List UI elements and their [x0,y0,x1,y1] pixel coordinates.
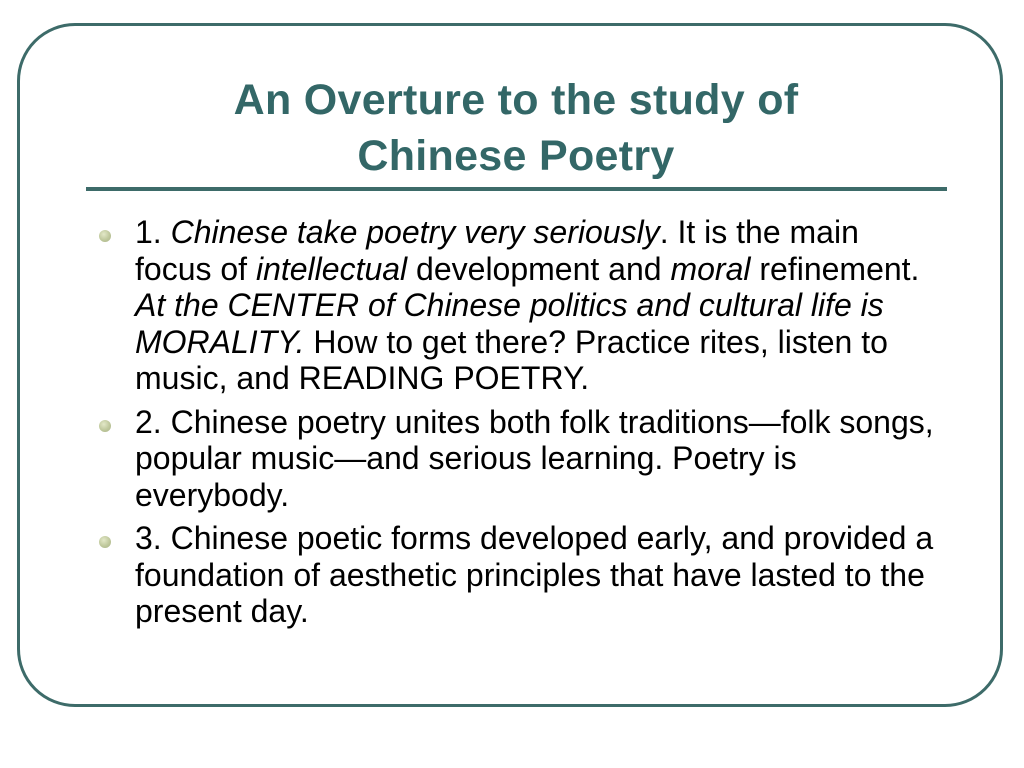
bullet-1-emphasis-moral: moral [670,250,751,287]
title-divider [86,187,947,191]
bullet-dot-icon [99,420,111,432]
bullet-1-text-d: How to get there? Practice rites, listen to music, and READING POETRY. [135,323,888,396]
title-line-1: An Overture to the study of [233,76,799,124]
bullet-1-text-b: development and [407,250,671,287]
title-line-2: Chinese Poetry [357,132,675,180]
bullet-1-emphasis-serious: Chinese take poetry very seriously [170,214,660,250]
bullet-item-3 [95,520,940,630]
bullet-1-emphasis-intellectual: intellectual [255,250,408,287]
bullet-1-text-c: refinement. [750,250,920,287]
slide-title [90,72,942,184]
bullet-list [95,214,940,637]
bullet-item-1 [95,214,940,397]
bullet-1-emphasis-morality: At the CENTER of Chinese politics and cultural life is MORALITY. [135,287,884,360]
bullet-1-text-a: . It is the main focus of [135,214,859,287]
bullet-2-text: 2. Chinese poetry unites both folk traditions—folk songs, popular music—and serious learning. Poetry is everybody. [135,403,934,513]
bullet-dot-icon [99,536,111,548]
bullet-dot-icon [99,230,111,242]
bullet-3-text: 3. Chinese poetic forms developed early, and provided a foundation of aesthetic principles that have lasted to the present day. [135,520,934,629]
bullet-1-text [135,214,919,396]
bullet-1-number: 1. [135,214,171,250]
bullet-item-2 [95,404,940,514]
